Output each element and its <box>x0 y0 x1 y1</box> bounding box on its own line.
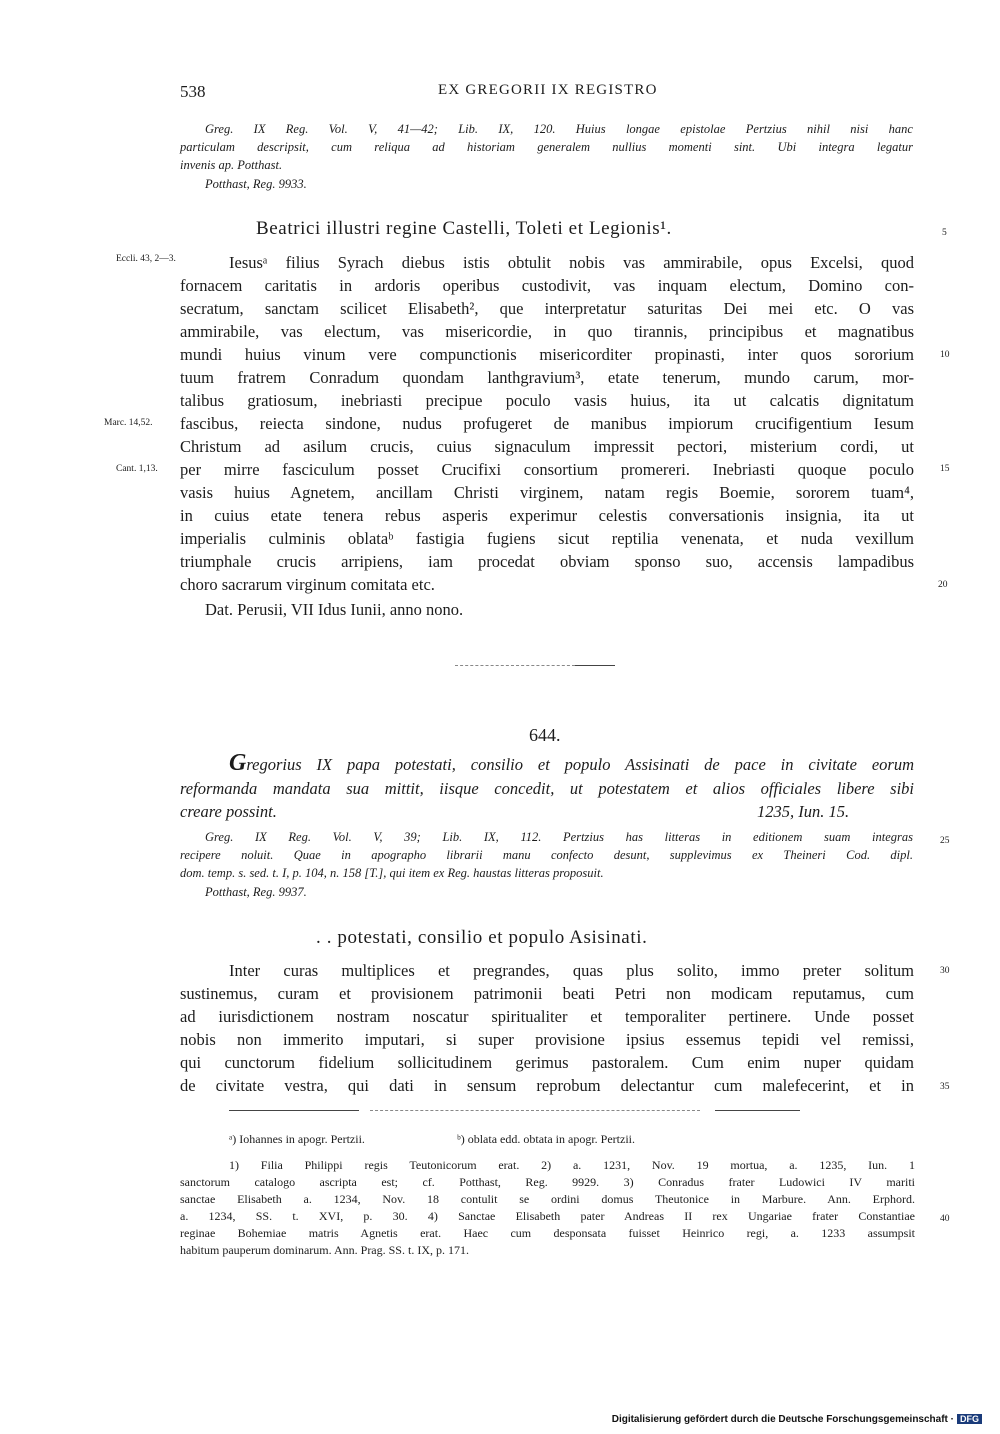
separator-dots <box>455 665 575 666</box>
line-number: 25 <box>940 836 950 846</box>
credit-text: Digitalisierung gefördert durch die Deutsche Forschungsgemeinschaft · <box>611 1414 954 1425</box>
footnote-line: sanctorum catalogo ascripta est; cf. Potthast, Reg. 9929. 3) Conradus frater Ludowici IV mariti <box>180 1175 915 1189</box>
dfg-logo: DFG <box>957 1414 982 1424</box>
footnote-rule-dashed <box>370 1110 700 1111</box>
line-number: 40 <box>940 1214 950 1224</box>
body-line: fornacem caritatis in ardoris operibus custodivit, vas inquam electum, Domino con- <box>180 276 914 295</box>
body-line: Iesusᵃ filius Syrach diebus istis obtulit nobis vas ammirabile, opus Excelsi, quod <box>229 253 914 272</box>
footnote-b: ᵇ) oblata edd. obtata in apogr. Pertzii. <box>457 1132 635 1146</box>
body-line: qui cunctorum fidelium sollicitudinem gerimus pastoralem. Cum enim nuper quidam <box>180 1053 914 1072</box>
footnote-line: sanctae Elisabeth a. 1234, Nov. 18 contulit se ordini domus Theutonice in Marbure. Ann. Erphord. <box>180 1192 915 1206</box>
page-number: 538 <box>180 82 206 101</box>
footnote-a: ᵃ) Iohannes in apogr. Pertzii. <box>229 1132 365 1146</box>
footnote-line: habitum pauperum dominarum. Ann. Prag. SS. t. IX, p. 171. <box>180 1243 469 1257</box>
body-line: ammirabile, vas electum, vas misericordie, in quo tirannis, principibus et magnatibus <box>180 322 914 341</box>
body-line: talibus gratiosum, inebriasti precipue poculo vasis huius, ita ut calcatis dignitatum <box>180 391 914 410</box>
separator-rule <box>575 665 615 666</box>
source-line: Greg. IX Reg. Vol. V, 39; Lib. IX, 112. Pertzius has litteras in editionem suam integras <box>205 830 913 844</box>
doc2-number: 644. <box>529 725 561 745</box>
summary-line-first <box>229 752 914 777</box>
margin-ref-cant: Cant. 1,13. <box>116 464 158 474</box>
body-line: imperialis culminis oblataᵇ fastigia fugiens sicut reptilia venenata, et nuda vexillum <box>180 529 914 548</box>
line-number: 5 <box>942 228 947 238</box>
doc2-heading: . . potestati, consilio et populo Asisinati. <box>316 927 648 948</box>
source-line: recipere noluit. Quae in apographo librarii manu confecto desunt, supplevimus ex Theineri Cod. dipl. <box>180 848 913 862</box>
body-line: in cuius etate tenera rebus asperis experimur celestis conversationis insignia, ita ut <box>180 506 914 525</box>
source-line: particulam descripsit, cum reliqua ad historiam generalem nullius momenti sint. Ubi integra legatur <box>180 140 913 154</box>
body-line: nobis non immerito imputari, si super provisione ipsius essemus tepidi vel remissi, <box>180 1030 914 1049</box>
line-number: 35 <box>940 1082 950 1092</box>
summary-line: creare possint. <box>180 802 277 821</box>
digitization-credit <box>612 1414 982 1425</box>
body-line: vasis huius Agnetem, ancillam Christi virginem, natam regis Boemie, sororem tuam⁴, <box>180 483 914 502</box>
body-line: fascibus, reiecta sindone, nudus profugeret de manibus impiorum crucifigentium Iesum <box>180 414 914 433</box>
line-number: 20 <box>938 580 948 590</box>
margin-ref-marc: Marc. 14,52. <box>104 418 153 428</box>
running-title: EX GREGORII IX REGISTRO <box>438 82 658 98</box>
body-line: ad iurisdictionem nostram noscatur spiritualiter et temporaliter pertinere. Unde posset <box>180 1007 914 1026</box>
summary-date: 1235, Iun. 15. <box>757 802 850 821</box>
footnote-line: 1) Filia Philippi regis Teutonicorum erat. 2) a. 1231, Nov. 19 mortua, a. 1235, Iun. 1 <box>229 1158 915 1172</box>
body-line: secratum, sanctam scilicet Elisabeth², que interpretatur saturitas Dei mei etc. O vas <box>180 299 914 318</box>
date-line: Dat. Perusii, VII Idus Iunii, anno nono. <box>205 600 464 619</box>
source-line: dom. temp. s. sed. t. I, p. 104, n. 158 [T.], qui item ex Reg. haustas litteras proposuit. <box>180 866 604 880</box>
footnote-rule <box>715 1110 800 1111</box>
body-line: sustinemus, curam et provisionem patrimonii beati Petri non modicam reputamus, cum <box>180 984 914 1003</box>
potthast-ref: Potthast, Reg. 9937. <box>205 885 307 899</box>
line-number: 30 <box>940 966 950 976</box>
body-line: de civitate vestra, qui dati in sensum reprobum delectantur cum malefecerint, et in <box>180 1076 914 1095</box>
line-number: 15 <box>940 464 950 474</box>
body-line: per mirre fasciculum posset Crucifixi consortium promereri. Inebriasti quoque poculo <box>180 460 914 479</box>
margin-ref-eccli: Eccli. 43, 2—3. <box>116 254 176 264</box>
body-line: Christum ad asilum crucis, cuius signaculum impressit pectori, misterium cordi, ut <box>180 437 914 456</box>
body-line: triumphale crucis arripiens, iam procedat obviam sponso suo, accensis lampadibus <box>180 552 914 571</box>
footnote-line: a. 1234, SS. t. XVI, p. 30. 4) Sanctae Elisabeth pater Andreas II rex Ungariae frater Constantiae <box>180 1209 915 1223</box>
drop-capital: G <box>229 750 247 776</box>
summary-line: reformanda mandata sua mittit, iisque concedit, ut potestatem et alios officiales libere sibi <box>180 779 914 798</box>
source-line: invenis ap. Potthast. <box>180 158 283 172</box>
source-line: Greg. IX Reg. Vol. V, 41—42; Lib. IX, 120. Huius longae epistolae Pertzius nihil nisi hanc <box>205 122 913 136</box>
line-number: 10 <box>940 350 950 360</box>
doc1-heading: Beatrici illustri regine Castelli, Toleti et Legionis¹. <box>256 218 672 239</box>
body-line: Inter curas multiplices et pregrandes, quas plus solito, immo preter solitum <box>229 961 914 980</box>
body-line: tuum fratrem Conradum quondam lanthgravium³, etate tenerum, mundo carum, mor- <box>180 368 914 387</box>
footnote-rule <box>229 1110 359 1111</box>
potthast-ref: Potthast, Reg. 9933. <box>205 177 307 191</box>
body-line: mundi huius vinum vere compunctionis misericorditer propinasti, inter quos sororium <box>180 345 914 364</box>
summary-text: regorius IX papa potestati, consilio et populo Assisinati de pace in civitate eorum <box>246 755 914 774</box>
body-line: choro sacrarum virginum comitata etc. <box>180 575 435 594</box>
footnote-line: reginae Bohemiae matris Agnetis erat. Haec cum desponsata fuisset Heinrico regi, a. 1233 assumpsit <box>180 1226 915 1240</box>
